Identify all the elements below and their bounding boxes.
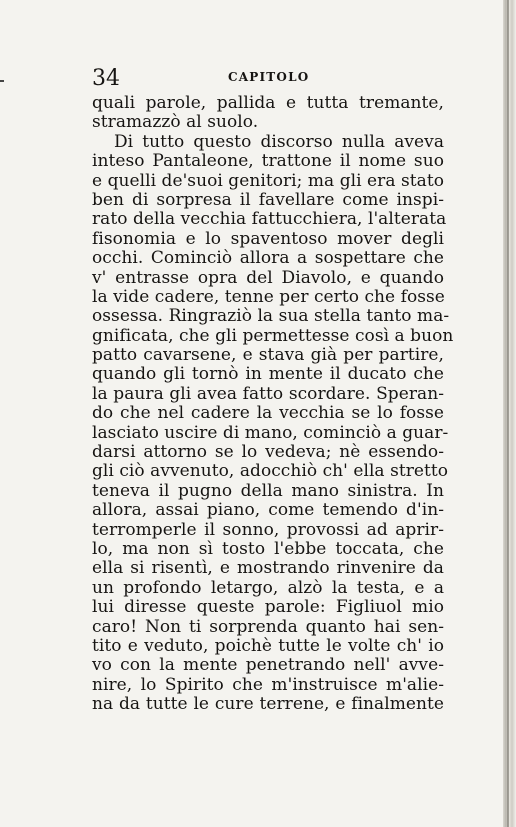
text-line: patto cavarsene, e stava già per partire, xyxy=(92,345,444,366)
text-line: un profondo letargo, alzò la testa, e a xyxy=(92,577,444,598)
body-text xyxy=(92,93,454,715)
text-line: darsi attorno se lo vedeva; nè essendo- xyxy=(92,442,444,463)
text-line: quando gli tornò in mente il ducato che xyxy=(92,364,444,385)
page-number: 34 xyxy=(92,66,121,91)
text-line: terromperle il sonno, provossi ad aprir- xyxy=(92,519,444,540)
text-line: quali parole, pallida e tutta tremante, xyxy=(92,93,444,113)
text-line: inteso Pantaleone, trattone il nome suo xyxy=(92,151,444,172)
text-line: stramazzò al suolo. xyxy=(92,112,259,133)
text-line: lui diresse queste parole: Figliuol mio xyxy=(92,597,444,618)
text-line: teneva il pugno della mano sinistra. In xyxy=(92,480,444,501)
text-line: ben di sorpresa il favellare come inspi- xyxy=(92,189,444,210)
text-line: gli ciò avvenuto, adocchiò ch' ella stretto xyxy=(92,461,449,482)
text-line: la vide cadere, tenne per certo che fosse xyxy=(92,286,445,307)
page-header xyxy=(92,64,444,94)
text-line: lo, ma non sì tosto l'ebbe toccata, che xyxy=(92,538,444,559)
margin-mark xyxy=(0,80,4,82)
text-line: e quelli de'suoi genitori; ma gli era stato xyxy=(92,170,444,191)
text-line: rato della vecchia fattucchiera, l'alterata xyxy=(92,209,447,230)
text-line: ossessa. Ringraziò la sua stella tanto ma- xyxy=(92,306,450,327)
text-line: caro! Non ti sorprenda quanto hai sen- xyxy=(92,616,444,637)
text-line: occhi. Cominciò allora a sospettare che xyxy=(92,248,444,269)
text-line: do che nel cadere la vecchia se lo fosse xyxy=(92,403,444,424)
text-line: Di tutto questo discorso nulla aveva xyxy=(114,131,444,152)
text-line: la paura gli avea fatto scordare. Speran- xyxy=(92,383,444,404)
text-line: gnificata, che gli permettesse così a buon xyxy=(92,325,454,346)
text-line: nire, lo Spirito che m'instruisce m'alie- xyxy=(92,674,444,695)
text-line: v' entrasse opra del Diavolo, e quando xyxy=(92,267,444,288)
text-line: tito e veduto, poichè tutte le volte ch' io xyxy=(92,635,444,656)
page-edge xyxy=(503,0,516,827)
page-text-block xyxy=(92,64,454,715)
text-line: lasciato uscire di mano, cominciò a guar- xyxy=(92,422,449,443)
text-line: na da tutte le cure terrene, e finalmente xyxy=(92,694,444,715)
text-line: ella si risentì, e mostrando rinvenire da xyxy=(92,558,444,579)
running-head: CAPITOLO xyxy=(228,70,310,84)
text-line: vo con la mente penetrando nell' avve- xyxy=(92,655,444,676)
text-line: fisonomia e lo spaventoso mover degli xyxy=(92,228,444,249)
text-line: allora, assai piano, come temendo d'in- xyxy=(92,500,444,521)
